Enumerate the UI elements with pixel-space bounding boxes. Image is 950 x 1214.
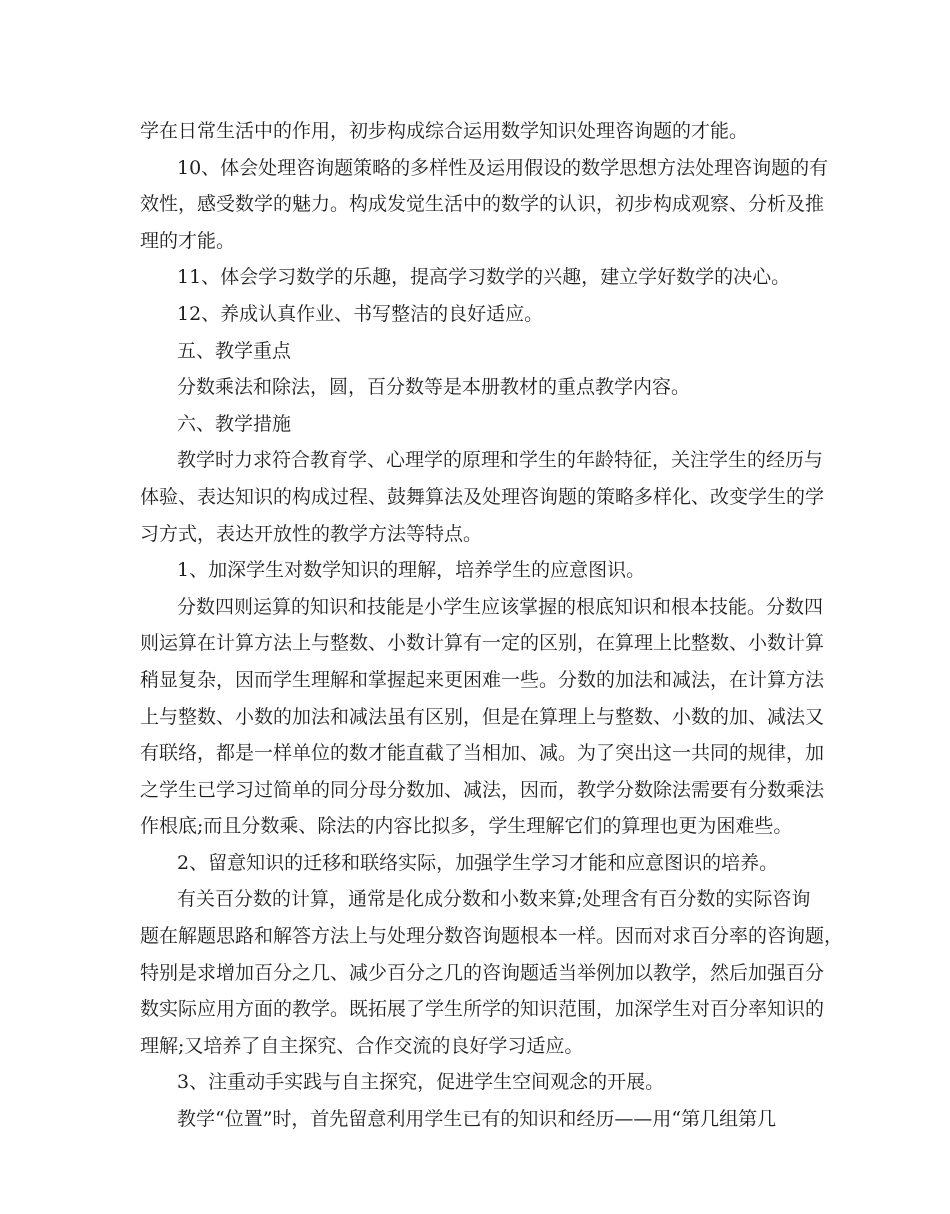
text-line: 则运算在计算方法上与整数、小数计算有一定的区别，在算理上比整数、小数计算 [140,632,825,655]
section-heading: 五、教学重点 [177,339,292,362]
text-line: 10、体会处理咨询题策略的多样性及运用假设的数学思想方法处理咨询题的有 [177,156,829,179]
text-line: 3、注重动手实践与自主探究，促进学生空间观念的开展。 [177,1071,665,1094]
section-heading: 六、教学措施 [177,412,292,435]
text-line: 理的才能。 [140,229,236,252]
text-line: 数实际应用方面的教学。既拓展了学生所学的知识范围，加深学生对百分率知识的 [140,998,825,1021]
text-line: 11、体会学习数学的乐趣，提高学习数学的兴趣，建立学好数学的决心。 [177,266,791,289]
text-line: 12、养成认真作业、书写整洁的良好适应。 [177,302,544,325]
text-line: 2、留意知识的迁移和联络实际，加强学生学习才能和应意图识的培养。 [177,851,779,874]
text-line: 教学“位置”时，首先留意利用学生已有的知识和经历——用“第几组第几 [177,1108,777,1131]
text-line: 学在日常生活中的作用，初步构成综合运用数学知识处理咨询题的才能。 [140,120,749,142]
text-line: 教学时力求符合教育学、心理学的原理和学生的年龄特征，关注学生的经历与 [177,449,824,472]
text-line: 分数四则运算的知识和技能是小学生应该掌握的根底知识和根本技能。分数四 [177,595,824,618]
text-line: 题在解题思路和解答方法上与处理分数咨询题根本一样。因而对求百分率的咨询题， [140,925,844,948]
text-line: 特别是求增加百分之几、减少百分之几的咨询题适当举例加以教学，然后加强百分 [140,961,825,984]
text-line: 1、加深学生对数学知识的理解，培养学生的应意图识。 [177,559,646,582]
text-line: 体验、表达知识的构成过程、鼓舞算法及处理咨询题的策略多样化、改变学生的学 [140,485,825,508]
text-line: 习方式，表达开放性的教学方法等特点。 [140,522,483,545]
text-line: 有关百分数的计算，通常是化成分数和小数来算;处理含有百分数的实际咨询 [177,888,811,911]
text-line: 上与整数、小数的加法和减法虽有区别，但是在算理上与整数、小数的加、减法又 [140,705,825,728]
text-line: 作根底;而且分数乘、除法的内容比拟多，学生理解它们的算理也更为困难些。 [140,815,793,838]
text-line: 有联络，都是一样单位的数才能直截了当相加、减。为了突出这一共同的规律，加 [140,742,825,765]
text-line: 之学生已学习过简单的同分母分数加、减法，因而，教学分数除法需要有分数乘法 [140,778,825,801]
text-line: 理解;又培养了自主探究、合作交流的良好学习适应。 [140,1034,584,1057]
document-body [140,113,844,1138]
text-line: 分数乘法和除法，圆，百分数等是本册教材的重点教学内容。 [177,376,691,399]
text-line: 稍显复杂，因而学生理解和掌握起来更困难一些。分数的加法和减法，在计算方法 [140,668,825,691]
text-line: 效性，感受数学的魅力。构成发觉生活中的数学的认识，初步构成观察、分析及推 [140,193,825,216]
